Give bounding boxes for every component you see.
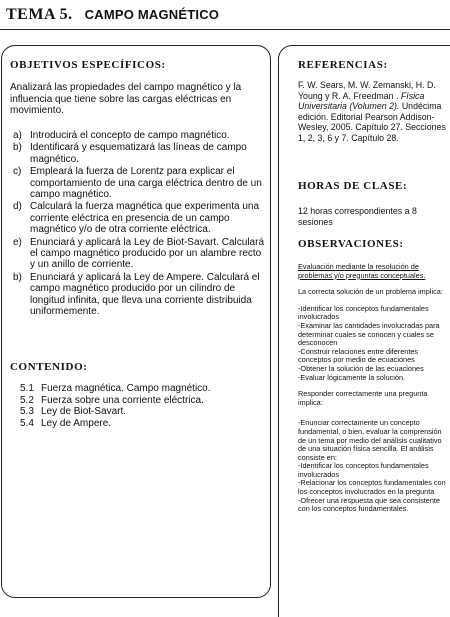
contenido-marker: 5.2	[20, 394, 34, 406]
obs-p2: Responder correctamente una pregunta implica:	[298, 389, 428, 407]
objetivo-marker: d)	[13, 201, 22, 213]
horas-title: HORAS DE CLASE:	[298, 180, 408, 192]
contenido-item	[20, 395, 211, 407]
objetivo-text: Enunciará y aplicará la Ley de Biot-Savart. Calculará el campo magnético producido por un alambre recto y un anillo de corriente.	[30, 236, 265, 271]
objetivo-item	[10, 237, 266, 271]
objetivo-marker: e)	[13, 236, 22, 248]
obs-list2-item: -Relacionar los conceptos fundamentales con los conceptos involucrados en la pregunta	[298, 478, 446, 497]
obs-list1-item: -Construir relaciones entre diferentes conceptos por medio de ecuaciones	[298, 346, 419, 365]
ref-authors: F. W. Sears, M. W. Zemanski, H. D. Young y R. A. Freedman .	[298, 80, 436, 101]
left-panel	[1, 45, 271, 598]
objetivo-item	[10, 272, 266, 318]
ref-book: Física Universitaria (Volumen 2).	[298, 90, 425, 111]
obs-p3: -Enunciar correctamente un concepto fundamental, o bien, evaluar la comprensión de un tema por medio del análisis cualitativo de una situación física sencilla. El análisis consiste en:	[298, 418, 442, 462]
contenido-text: Fuerza sobre una corriente eléctrica.	[41, 394, 204, 406]
contenido-item	[20, 418, 211, 430]
obs-heading: Evaluación mediante la resolución de problemas y/o preguntas conceptuales.	[298, 262, 426, 280]
objetivo-marker: b)	[13, 271, 22, 283]
objetivo-item	[10, 201, 266, 235]
objetivo-item	[10, 142, 266, 165]
obs-list1-item: -Evaluar lógicamente la solución.	[298, 372, 406, 382]
objetivo-text: Empleará la fuerza de Lorentz para explicar el comportamiento de una carga eléctrica dentro de un campo magnético.	[30, 166, 262, 201]
contenido-marker: 5.3	[20, 406, 34, 418]
obs-list1	[298, 305, 448, 382]
objetivo-item	[10, 166, 266, 200]
contenido-list	[20, 383, 211, 429]
contenido-title: CONTENIDO:	[10, 361, 88, 373]
topic-title: CAMPO MAGNÉTICO	[84, 7, 220, 22]
referencias-body	[298, 80, 448, 143]
objetivo-text: Calculará la fuerza magnética que experimenta una corriente eléctrica en presencia de un campo magnético y/o de otra corriente eléctrica.	[30, 201, 260, 236]
objetivo-text: Enunciará y aplicará la Ley de Ampere. Calculará el campo magnético producido por un cilindro de longitud infinita, que lleva una corriente distribuida uniformemente.	[30, 271, 260, 318]
objetivo-marker: b)	[13, 142, 22, 154]
obs-list1-item: -Examinar las cantidades involucradas para determinar cuales se conocen y cuales se desconocen	[298, 320, 440, 348]
referencias-title: REFERENCIAS:	[298, 59, 388, 71]
contenido-text: Ley de Ampere.	[41, 417, 112, 429]
obs-list1-item: -Identificar los conceptos fundamentales involucrados	[298, 303, 429, 322]
page-header	[6, 6, 219, 24]
header-rule	[0, 29, 450, 30]
contenido-text: Fuerza magnética. Campo magnético.	[41, 383, 211, 394]
obs-list1-item: -Obtener la solución de las ecuaciones	[298, 363, 424, 373]
objetivos-list	[10, 130, 266, 319]
obs-p1: La correcta solución de un problema implica:	[298, 287, 443, 297]
objetivo-marker: c)	[13, 166, 22, 178]
contenido-marker: 5.1	[20, 383, 34, 394]
observaciones-body	[298, 263, 448, 522]
contenido-marker: 5.4	[20, 417, 34, 429]
obs-list2-item: -Ofrecer una respuesta que sea consistente con los conceptos fundamentales.	[298, 495, 440, 514]
contenido-item	[20, 383, 211, 395]
objetivos-title: OBJETIVOS ESPECÍFICOS:	[10, 59, 166, 71]
objetivo-item	[10, 130, 266, 141]
objetivo-marker: a)	[13, 130, 22, 141]
objetivo-text: Identificará y esquematizará las líneas de campo magnético.	[30, 142, 247, 165]
topic-number: TEMA 5.	[6, 6, 73, 23]
obs-list2	[298, 462, 448, 514]
contenido-text: Ley de Biot-Savart.	[41, 406, 127, 418]
observaciones-title: OBSERVACIONES:	[298, 238, 404, 250]
objetivos-intro: Analizará las propiedades del campo magnético y la influencia que tiene sobre las cargas eléctricas en movimiento.	[10, 82, 242, 117]
horas-text: 12 horas correspondientes a 8 sesiones	[298, 206, 417, 227]
objetivo-text: Introducirá el concepto de campo magnético.	[30, 130, 230, 141]
contenido-item	[20, 406, 211, 418]
ref-details: Undécima edición. Editorial Pearson Addison-Wesley, 2005. Capítulo 27. Secciones 1, 2, 3, 6 y 7. Capítulo 28.	[298, 101, 446, 143]
obs-list2-item: -Identificar los conceptos fundamentales involucrados	[298, 461, 429, 479]
